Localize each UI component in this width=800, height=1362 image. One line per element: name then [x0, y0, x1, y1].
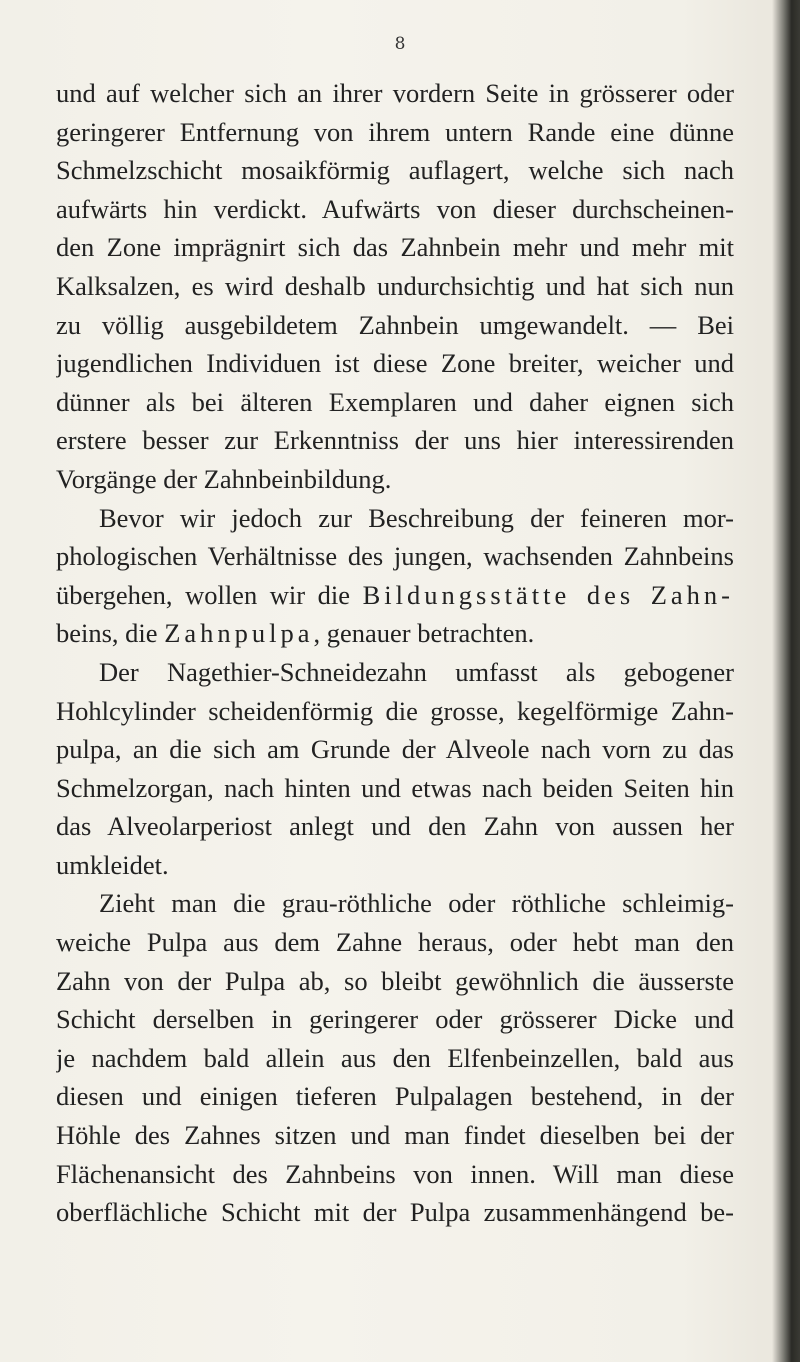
text-line: das Alveolarperiost anlegt und den Zahn von aussen her [56, 811, 734, 842]
text-line: Zieht man die grau-röthliche oder röthliche schleimig- [99, 888, 734, 919]
spaced-term: Zahnpulpa [164, 618, 314, 649]
text-line: pulpa, an die sich am Grunde der Alveole nach vorn zu das [56, 734, 734, 765]
body-text [56, 74, 734, 1232]
text-line: erstere besser zur Erkenntniss der uns hier interessirenden [56, 425, 734, 456]
text-span: übergehen, wollen wir die [56, 579, 351, 610]
text-line: weiche Pulpa aus dem Zahne heraus, oder hebt man den [56, 927, 734, 958]
text-line: und auf welcher sich an ihrer vordern Seite in grösserer oder [56, 78, 734, 108]
text-line: diesen und einigen tieferen Pulpalagen bestehend, in der [56, 1081, 734, 1112]
text-line: umkleidet. [56, 849, 169, 880]
text-line: Flächenansicht des Zahnbeins von innen. Will man diese [56, 1158, 734, 1189]
text-line: zu völlig ausgebildetem Zahnbein umgewandelt. — Bei [56, 309, 734, 340]
text-line: Schmelzschicht mosaikförmig auflagert, welche sich nach [56, 155, 734, 186]
text-line: Bevor wir jedoch zur Beschreibung der feineren mor- [99, 502, 734, 533]
text-line: Hohlcylinder scheidenförmig die grosse, kegelförmige Zahn- [56, 695, 734, 726]
text-line: Der Nagethier-Schneidezahn umfasst als gebogener [99, 656, 734, 687]
text-line: Schmelzorgan, nach hinten und etwas nach beiden Seiten hin [56, 772, 734, 803]
text-line: dünner als bei älteren Exemplaren und daher eignen sich [56, 386, 734, 417]
text-span: , genauer betrachten. [313, 618, 535, 649]
page-number: 8 [394, 34, 406, 54]
text-line: Schicht derselben in geringerer oder grösserer Dicke und [56, 1004, 734, 1035]
text-line: Vorgänge der Zahnbeinbildung. [56, 463, 392, 494]
text-line: Zahn von der Pulpa ab, so bleibt gewöhnlich die äusserste [56, 965, 734, 996]
text-line: jugendlichen Individuen ist diese Zone breiter, weicher und [56, 348, 734, 379]
text-line: Höhle des Zahnes sitzen und man findet dieselben bei der [56, 1120, 734, 1151]
text-line-mixed [56, 576, 734, 615]
text-line-mixed [56, 614, 734, 653]
text-span: beins, die [56, 618, 158, 649]
text-line: phologischen Verhältnisse des jungen, wachsenden Zahnbeins [56, 541, 734, 572]
text-line: den Zone imprägnirt sich das Zahnbein mehr und mehr mit [56, 232, 734, 263]
text-line: aufwärts hin verdickt. Aufwärts von dieser durchscheinen- [56, 193, 734, 224]
spaced-term: Bildungsstätte des Zahn- [362, 579, 734, 610]
binding-edge [772, 0, 800, 1362]
text-line: oberflächliche Schicht mit der Pulpa zusammenhängend be- [56, 1197, 734, 1228]
text-line: Kalksalzen, es wird deshalb undurchsichtig und hat sich nun [56, 270, 734, 301]
text-line: je nachdem bald allein aus den Elfenbeinzellen, bald aus [56, 1042, 734, 1073]
text-line: geringerer Entfernung von ihrem untern Rande eine dünne [56, 116, 734, 147]
